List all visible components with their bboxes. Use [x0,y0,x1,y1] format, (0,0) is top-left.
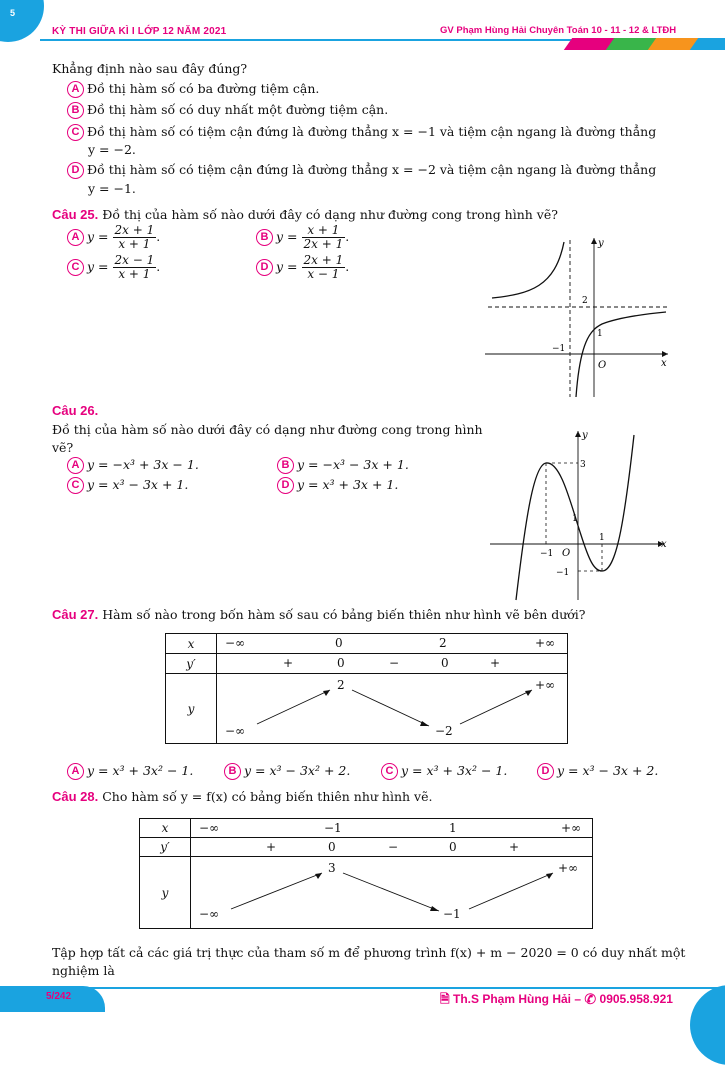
tick-label-m1y: −1 [556,568,570,578]
footer-rule [0,987,725,989]
q25-option-c[interactable]: C y = $\frac{2x - 1}{x + 1}$ . [67,254,160,281]
q25-option-a[interactable]: A y = $\frac{2x + 1}{x + 1}$ . [67,224,160,251]
q24-option-a[interactable]: A Đồ thị hàm số có ba đường tiệm cận. [67,80,319,98]
x-label: x [661,539,667,550]
x-axis-arrow [662,351,668,357]
header-left-title: KỲ THI GIỮA KÌ I LỚP 12 NĂM 2021 [52,26,227,37]
curve-left-branch [492,242,564,298]
q26-option-a[interactable]: A y = −x³ + 3x − 1. [67,456,199,474]
q26-stem: Đồ thị của hàm số nào dưới đây có dạng như đường cong trong hình [52,422,483,437]
q26-option-b[interactable]: B y = −x³ − 3x + 1. [277,456,409,474]
tick-label-1x: 1 [599,533,605,543]
q24-option-d-cont: y = −1. [88,181,136,196]
q27-question: Câu 27. Hàm số nào trong bốn hàm số sau có bảng biến thiên như hình vẽ bên dưới? [52,607,586,622]
q26-option-c[interactable]: C y = x³ − 3x + 1. [67,476,188,494]
q24-stem: Khẳng định nào sau đây đúng? [52,61,248,76]
footer-author: 🗎 Th.S Phạm Hùng Hải – ✆ 0905.958.921 [440,992,673,1006]
q28-tail: Tập hợp tất cả các giá trị thực của tham số m để phương trình f(x) + m − 2020 = 0 có duy nhất một [52,945,686,960]
q25-option-b[interactable]: B y = $\frac{x + 1}{2x + 1}$ . [256,224,349,251]
q28-tail-cont: nghiệm là [52,963,115,978]
q24-option-d[interactable]: D Đồ thị hàm số có tiệm cận đứng là đường thẳng x = −2 và tiệm cận ngang là đường thẳng [67,161,685,179]
phone-icon: ✆ [584,992,597,1006]
y-axis-arrow [575,431,581,437]
y-label: y [598,238,604,249]
q25-question: Câu 25. Đồ thị của hàm số nào dưới đây có dạng như đường cong trong hình vẽ? [52,207,558,222]
q27-arrows [217,674,567,744]
q28-question: Câu 28. Cho hàm số y = f(x) có bảng biến thiên như hình vẽ. [52,789,433,804]
q26-option-d[interactable]: D y = x³ + 3x + 1. [277,476,398,494]
q28-arrows [191,857,591,929]
header-right-title: GV Phạm Hùng Hải Chuyên Toán 10 - 11 - 12 & LTĐH [440,25,677,36]
tick-label-2: 2 [582,296,588,306]
q26-graph [486,425,670,603]
q26-stem-cont: vẽ? [52,440,74,455]
x-label: x [661,358,667,369]
q24-option-c[interactable]: C Đồ thị hàm số có tiệm cận đứng là đường thẳng x = −1 và tiệm cận ngang là đường thẳng [67,123,685,141]
footer-page-count: 5/242 [46,991,72,1002]
tick-label-1: 1 [597,329,603,339]
y-axis-arrow [591,238,597,244]
tick-label-3: 3 [580,460,586,470]
corner-decoration [0,0,44,42]
tick-label-m1x: −1 [540,549,554,559]
q27-option-b[interactable]: B y = x³ − 3x² + 2. [224,762,350,780]
curve-right-branch [576,312,666,397]
origin-label: O [562,548,571,559]
origin-label: O [598,360,607,371]
q24-option-c-cont: y = −2. [88,142,136,157]
q27-option-c[interactable]: C y = x³ + 3x² − 1. [381,762,507,780]
q25-graph [480,232,675,402]
q27-option-a[interactable]: A y = x³ + 3x² − 1. [67,762,193,780]
footer-corner-decoration [690,985,725,1065]
q26-label: Câu 26. [52,403,99,418]
q27-option-d[interactable]: D y = x³ − 3x + 2. [537,762,658,780]
header-page-number: 5 [10,8,16,18]
q27-variation-table: x −∞ 0 2 +∞ y′ + 0 − 0 + y 2 +∞ −∞ −2 [165,633,568,744]
document-icon: 🗎 [440,992,450,1006]
q24-option-b[interactable]: B Đồ thị hàm số có duy nhất một đường tiệm cận. [67,101,388,119]
tick-label-1y: 1 [572,514,578,524]
tick-label-m1: −1 [552,344,566,354]
q25-option-d[interactable]: D y = $\frac{2x + 1}{x - 1}$ . [256,254,349,281]
q28-variation-table: x −∞ −1 1 +∞ y′ + 0 − 0 + y 3 +∞ −∞ −1 [139,818,593,929]
y-label: y [582,430,588,441]
